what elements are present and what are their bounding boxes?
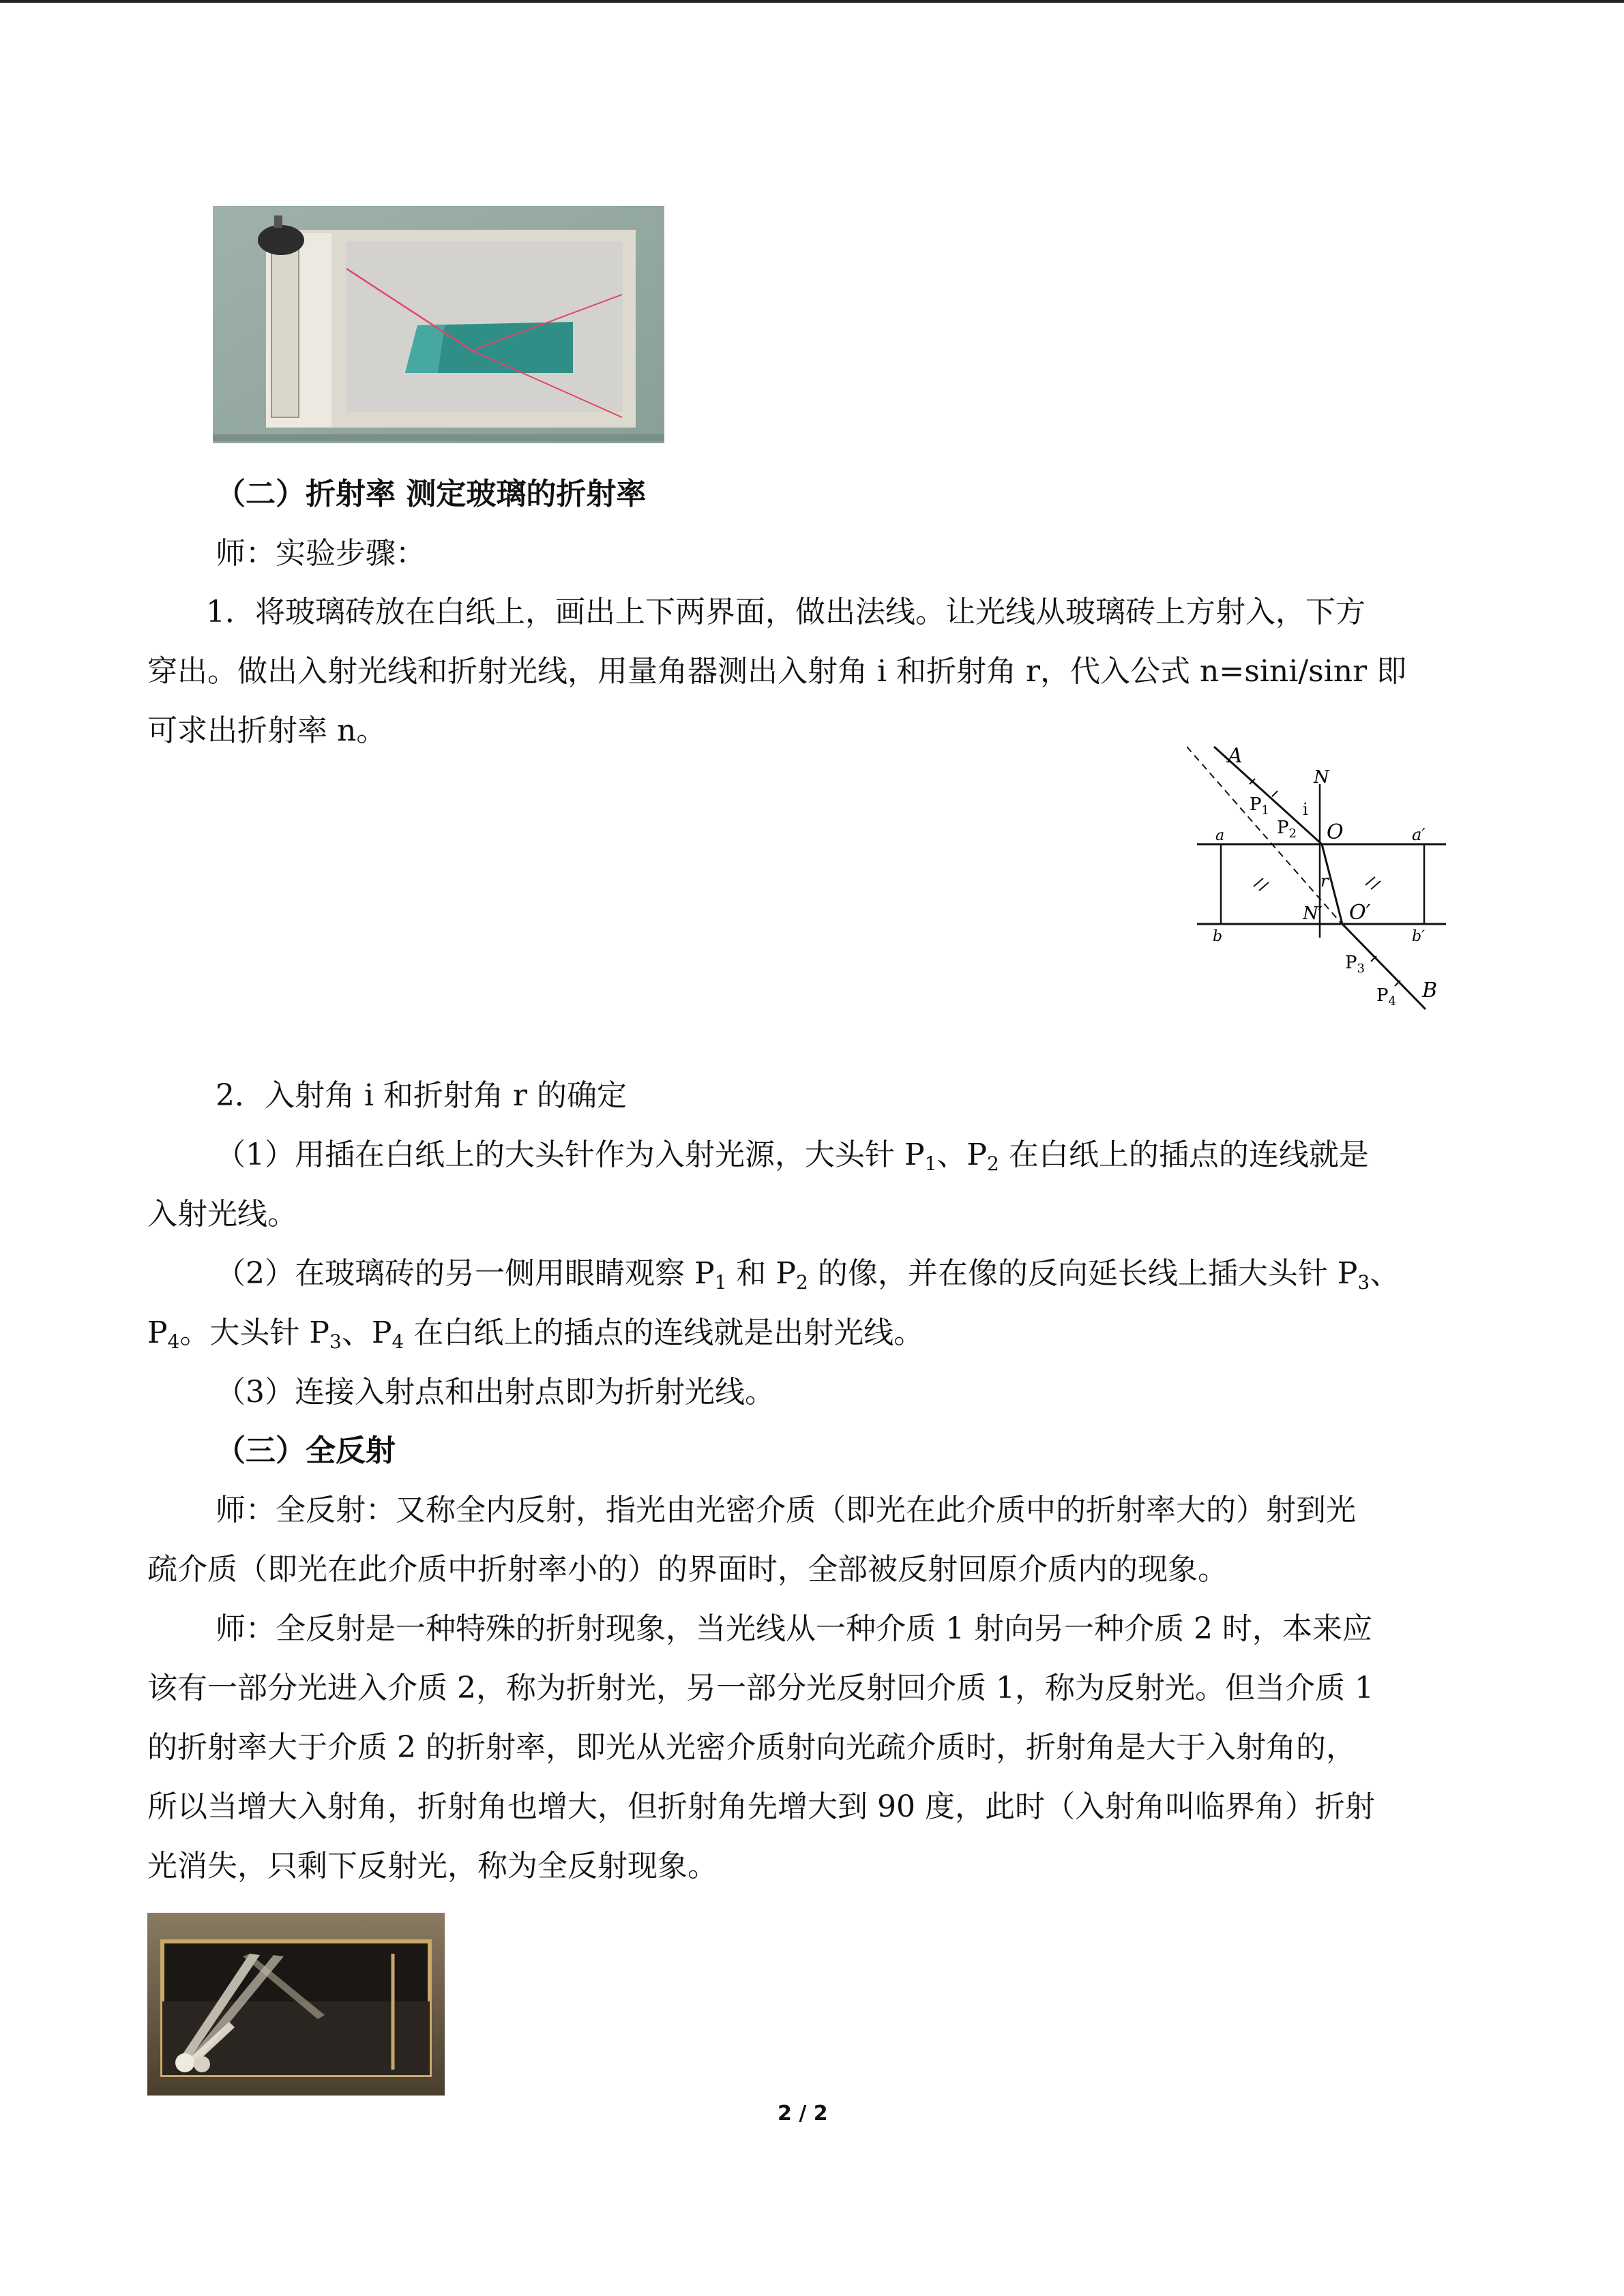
total-reflection-def-line2: 疏介质（即光在此介质中折射率小的）的界面时，全部被反射回原介质内的现象。 xyxy=(147,1552,1228,1587)
step1-line1: 1．将玻璃砖放在白纸上，画出上下两界面，做出法线。让光线从玻璃砖上方射入，下方 xyxy=(206,595,1365,629)
glass-block-refraction-photo xyxy=(213,206,664,443)
label-a: a xyxy=(1215,827,1225,844)
label-A: A xyxy=(1228,744,1243,768)
total-reflection-para-line5: 光消失，只剩下反射光，称为全反射现象。 xyxy=(147,1849,718,1883)
item2-line1: （2）在玻璃砖的另一侧用眼睛观察 $P_1$ 和 $P_2$ 的像，并在像的反向延长线上插大头针 $P_3$、 xyxy=(216,1256,1400,1294)
total-reflection-para-line3: 的折射率大于介质 2 的折射率，即光从光密介质射向光疏介质时，折射角是大于入射角的， xyxy=(147,1730,1356,1765)
label-P1: $P_1$ xyxy=(1250,794,1269,818)
item2-line2: $P_4$。大头针 $P_3$、$P_4$ 在白纸上的插点的连线就是出射光线。 xyxy=(147,1315,924,1353)
label-B: B xyxy=(1422,979,1438,1002)
label-P3: $P_3$ xyxy=(1345,953,1365,976)
label-O: O xyxy=(1327,820,1344,844)
total-reflection-def-line1: 师：全反射：又称全内反射，指光由光密介质（即光在此介质中的折射率大的）射到光 xyxy=(216,1493,1356,1527)
label-P2: $P_2$ xyxy=(1277,818,1297,841)
label-N-prime: N′ xyxy=(1303,904,1323,924)
total-reflection-photo xyxy=(147,1913,445,2096)
total-reflection-para-line2: 该有一部分光进入介质 2，称为折射光，另一部分光反射回介质 1，称为反射光。但当介质 1 xyxy=(147,1671,1374,1705)
step1-line2: 穿出。做出入射光线和折射光线，用量角器测出入射角 i 和折射角 r，代入公式 n=sini/sinr 即 xyxy=(147,654,1407,689)
label-a-prime: a′ xyxy=(1412,825,1426,844)
page-number: 2 / 2 xyxy=(778,2102,828,2126)
item3: （3）连接入射点和出射点即为折射光线。 xyxy=(216,1375,775,1410)
teacher-intro: 师：实验步骤： xyxy=(216,536,426,571)
top-border xyxy=(0,0,1624,3)
label-P4: $P_4$ xyxy=(1376,985,1396,1009)
label-r: r xyxy=(1320,871,1329,891)
label-N: N xyxy=(1314,767,1329,788)
label-b-prime: b′ xyxy=(1412,928,1426,945)
label-O-prime: O′ xyxy=(1349,901,1371,925)
section-heading-total-reflection: （三）全反射 xyxy=(216,1433,396,1468)
item1-line1: （1）用插在白纸上的大头针作为入射光源，大头针 $P_1$、$P_2$ 在白纸上的插点的连线就是 xyxy=(216,1137,1369,1175)
item1-line2: 入射光线。 xyxy=(147,1197,297,1232)
step1-line3: 可求出折射率 n。 xyxy=(147,713,387,748)
total-reflection-para-line1: 师：全反射是一种特殊的折射现象，当光线从一种介质 1 射向另一种介质 2 时，本来应 xyxy=(216,1611,1372,1646)
step2-title: 2．入射角 i 和折射角 r 的确定 xyxy=(216,1078,628,1113)
label-i: i xyxy=(1303,800,1308,819)
total-reflection-para-line4: 所以当增大入射角，折射角也增大，但折射角先增大到 90 度，此时（入射角叫临界角）折射 xyxy=(147,1789,1375,1824)
section-heading-refraction-index: （二）折射率 测定玻璃的折射率 xyxy=(216,477,647,511)
label-b: b xyxy=(1213,928,1223,945)
refraction-geometry-diagram xyxy=(1187,743,1460,1016)
